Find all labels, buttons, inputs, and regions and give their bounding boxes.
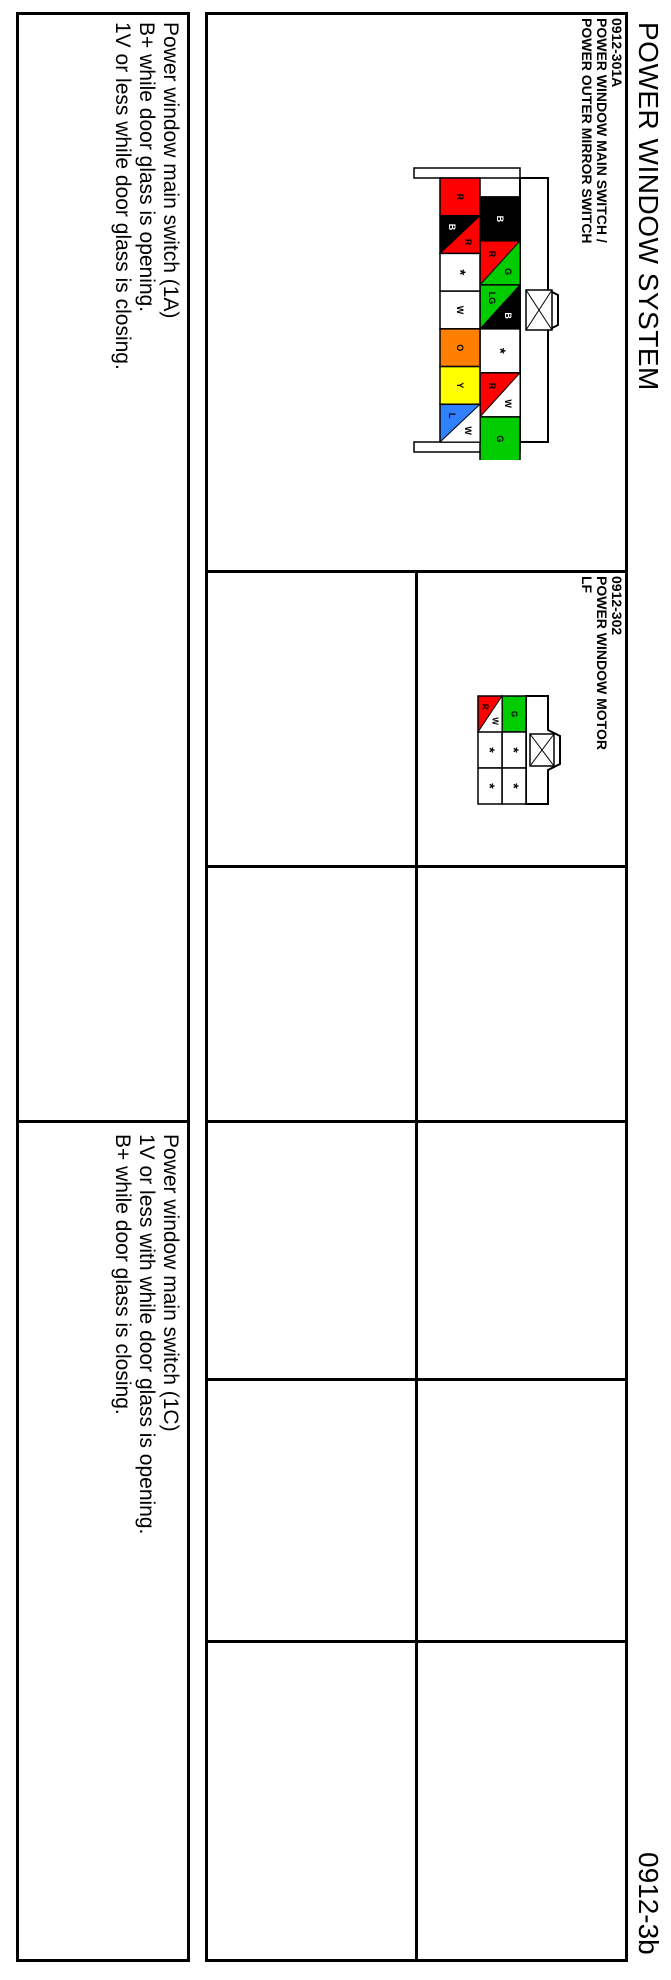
cell-divider bbox=[205, 865, 628, 868]
pin-label: LG bbox=[487, 291, 497, 305]
pin-label: R bbox=[487, 382, 497, 390]
connector-pin bbox=[440, 291, 480, 329]
table-divider bbox=[415, 570, 418, 1962]
connector-code: 0912-302 bbox=[609, 576, 625, 636]
connector-pin bbox=[502, 696, 526, 732]
connector-face-0912-302 bbox=[468, 690, 568, 810]
pin-row-top bbox=[502, 696, 526, 804]
pin-label: W bbox=[455, 305, 465, 315]
pin-label: * bbox=[491, 347, 509, 354]
cell-divider bbox=[205, 1120, 628, 1123]
connector-face-0912-301A bbox=[400, 160, 560, 460]
note-line: 1V or less with while door glass is opening. bbox=[135, 1134, 158, 1535]
connector-name-line: LF bbox=[579, 576, 595, 594]
connector-code: 0912-301A bbox=[609, 18, 625, 88]
pin-label: G bbox=[503, 268, 513, 276]
connector-pin bbox=[440, 253, 480, 291]
pin-label: R bbox=[487, 250, 497, 258]
connector-pin bbox=[502, 732, 526, 768]
connector-pin bbox=[480, 197, 520, 241]
connector-pin bbox=[440, 178, 480, 216]
connector-pin bbox=[480, 241, 520, 285]
pin-label: * bbox=[506, 747, 522, 753]
pin-label: G bbox=[495, 435, 505, 443]
connector-pin bbox=[480, 373, 520, 417]
connector-pin bbox=[480, 329, 520, 373]
connector-pin bbox=[440, 367, 480, 405]
pin-label: B bbox=[447, 223, 457, 231]
connector-name-line: POWER WINDOW MOTOR bbox=[594, 576, 610, 750]
connector-pin bbox=[478, 768, 502, 804]
cell-divider bbox=[205, 570, 628, 573]
cell-divider bbox=[205, 1378, 628, 1381]
connector-pin bbox=[440, 216, 480, 254]
connector-name-line: POWER WINDOW MAIN SWITCH / bbox=[594, 18, 610, 243]
page-number: 0912-3b bbox=[633, 1852, 664, 1955]
note-line: B+ while door glass is closing. bbox=[111, 1134, 134, 1415]
pin-label: L bbox=[447, 412, 457, 419]
connector-pin bbox=[478, 732, 502, 768]
pin-label: Y bbox=[455, 382, 465, 389]
note-title: Power window main switch (1C) bbox=[159, 1134, 182, 1432]
pin-row-bottom bbox=[478, 696, 502, 804]
page-title: POWER WINDOW SYSTEM bbox=[633, 22, 664, 391]
pin-label: R bbox=[463, 238, 473, 246]
pin-label: W bbox=[503, 399, 513, 408]
cell-divider bbox=[205, 1640, 628, 1643]
pin-row-bottom bbox=[440, 178, 480, 442]
pin-label: W bbox=[463, 426, 473, 435]
connector-pin bbox=[440, 404, 480, 442]
connector-pin bbox=[502, 768, 526, 804]
pin-label: B bbox=[503, 312, 513, 319]
pin-label: B bbox=[495, 215, 505, 223]
connector-pin bbox=[478, 696, 502, 732]
pin-row-top bbox=[480, 197, 520, 460]
note-title: Power window main switch (1A) bbox=[159, 22, 182, 319]
connector-pin bbox=[480, 285, 520, 329]
note-2 bbox=[110, 1134, 182, 1534]
pin-label: G bbox=[509, 710, 519, 718]
pin-label: R bbox=[480, 703, 490, 710]
note-line: B+ while door glass is opening. bbox=[135, 22, 158, 313]
note-line: 1V or less while door glass is closing. bbox=[111, 22, 134, 370]
pin-label: * bbox=[451, 269, 469, 276]
notes-divider bbox=[16, 1120, 190, 1123]
pin-label: R bbox=[455, 193, 465, 201]
connector-pin bbox=[440, 329, 480, 367]
note-1 bbox=[110, 22, 182, 370]
pin-label: O bbox=[455, 344, 465, 352]
pin-label: * bbox=[506, 783, 522, 789]
pin-label: * bbox=[482, 783, 498, 789]
pin-label: * bbox=[482, 747, 498, 753]
pin-label: W bbox=[490, 717, 500, 725]
connector-pin bbox=[480, 417, 520, 460]
connector-name-line: POWER OUTER MIRROR SWITCH bbox=[579, 18, 595, 244]
